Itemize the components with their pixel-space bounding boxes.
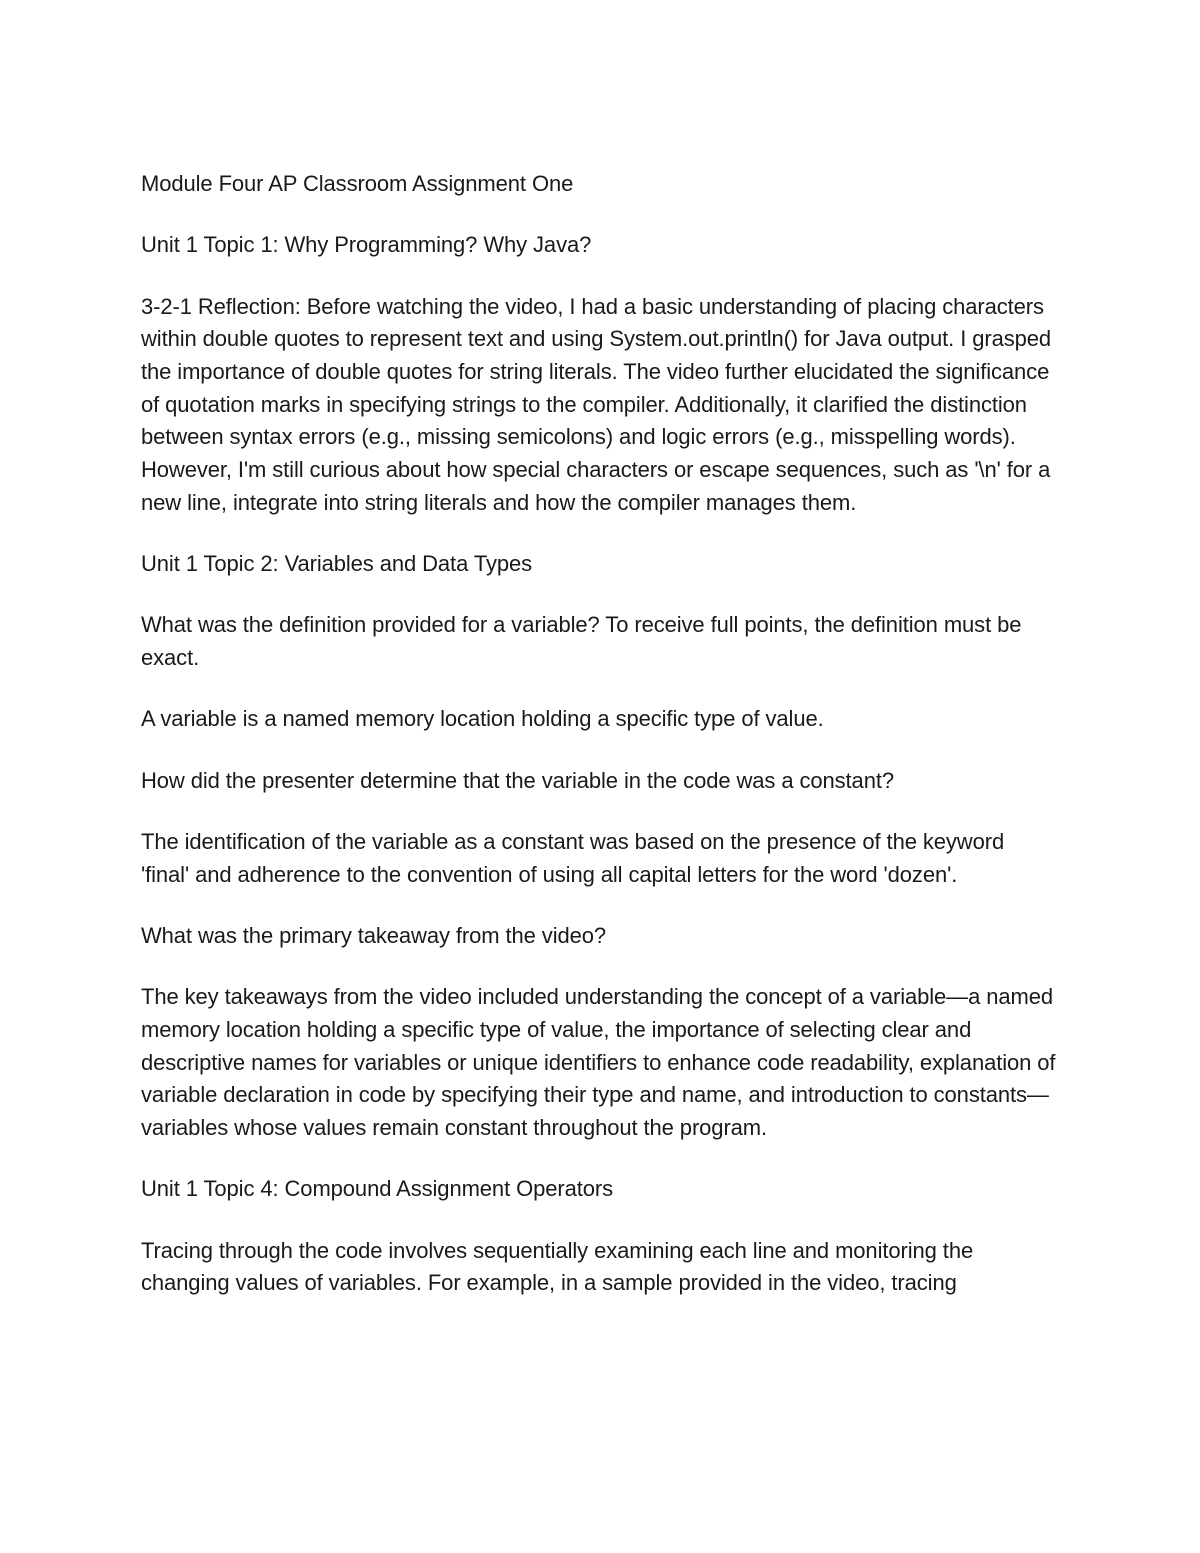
question-variable-definition: What was the definition provided for a variable? To receive full points, the definition must be exact.	[141, 612, 1022, 671]
answer-constant: The identification of the variable as a constant was based on the presence of the keyword 'final' and adherence to the convention of using all capital letters for the word 'dozen'.	[141, 829, 1005, 887]
tracing-paragraph: Tracing through the code involves sequentially examining each line and monitoring the changing values of variables. For example, in a sample provided in the video, tracing	[141, 1237, 974, 1296]
answer-takeaway: The key takeaways from the video included understanding the concept of a variable—a named memory location holding a specific type of value, the importance of selecting clear and descriptive names for variables or unique identifiers to enhance code readability, explanation of variable declaration in code by specifying their type and name, and introduction to constants—variables whose values remain constant throughout the program.	[141, 984, 1056, 1141]
document-title: Module Four AP Classroom Assignment One	[141, 171, 574, 196]
section-heading-unit1-topic4: Unit 1 Topic 4: Compound Assignment Operators	[141, 1176, 614, 1202]
question-takeaway: What was the primary takeaway from the video?	[141, 923, 607, 948]
answer-variable-definition: A variable is a named memory location holding a specific type of value.	[141, 706, 824, 732]
section-heading-unit1-topic1: Unit 1 Topic 1: Why Programming? Why Java?	[141, 232, 592, 258]
reflection-paragraph: 3-2-1 Reflection: Before watching the video, I had a basic understanding of placing characters within double quotes to represent text and using System.out.println() for Java output. I grasped the importance of double quotes for string literals. The video further elucidated the significance of quotation marks in specifying strings to the compiler. Additionally, it clarified the distinction between syntax errors (e.g., missing semicolons) and logic errors (e.g., misspelling words). However, I'm still curious about how special characters or escape sequences, such as '\n' for a new line, integrate into string literals and how the compiler manages them.	[141, 293, 1052, 515]
question-constant: How did the presenter determine that the variable in the code was a constant?	[141, 767, 894, 793]
section-heading-unit1-topic2: Unit 1 Topic 2: Variables and Data Types	[141, 551, 533, 577]
document-page	[141, 168, 1056, 1329]
